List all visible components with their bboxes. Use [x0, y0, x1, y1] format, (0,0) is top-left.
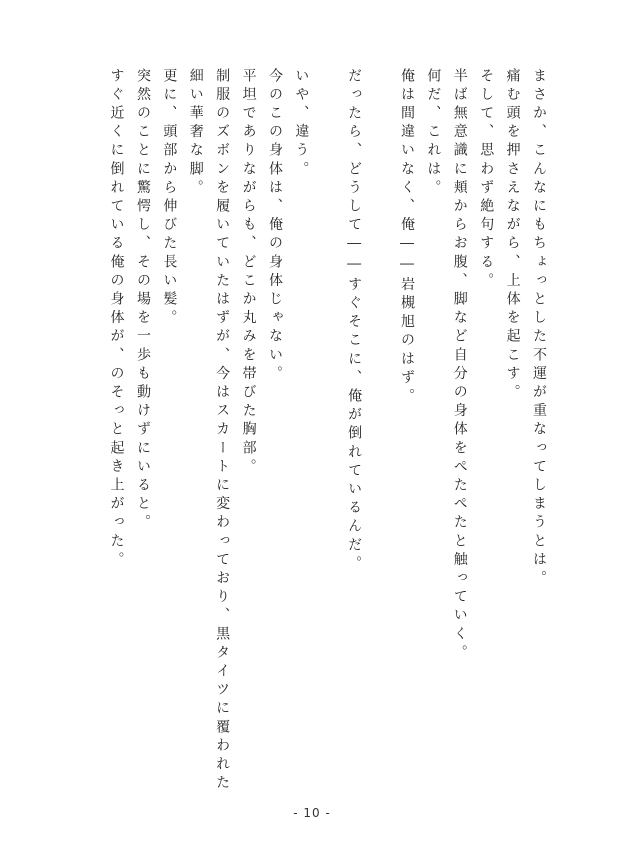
- text-line-3: そして、思わず絶句する。: [478, 68, 495, 292]
- body-text: [103, 68, 552, 798]
- text-line-13: 制服のズボンを履いていたはずが、今はスカートに変わっており、黒タイツに覆われた: [214, 68, 231, 794]
- text-line-16: 突然のことに驚愕し、その場を一歩も動けずにいると。: [134, 68, 151, 533]
- text-line-17: すぐ近くに倒れている俺の身体が、のそっと起き上がった。: [108, 68, 125, 571]
- text-line-11: 今のこの身体は、俺の身体じゃない。: [266, 68, 283, 385]
- text-line-10: いや、違う。: [293, 68, 310, 180]
- text-line-12: 平坦でありながらも、どこか丸みを帯びた胸部。: [240, 68, 257, 478]
- text-line-1: まさか、こんなにもちょっとした不運が重なってしまうとは。: [531, 68, 547, 589]
- text-line-2: 痛む頭を押さえながら、上体を起こす。: [504, 68, 521, 403]
- paragraph-break: [314, 68, 340, 798]
- text-line-14: 細い華奢な脚。: [187, 68, 204, 199]
- text-line-15: 更に、頭部から伸びた長い髪。: [161, 68, 178, 329]
- paragraph-break: [367, 68, 393, 798]
- text-line-8: だったら、どうして――すぐそこに、俺が倒れているんだ。: [346, 68, 363, 575]
- page-number: - 10 -: [293, 806, 331, 820]
- text-line-4: 半ば無意識に頬からお腹、脚など自分の身体をぺたぺたと触っていく。: [451, 68, 468, 664]
- text-line-5: 何だ、これは。: [425, 68, 442, 199]
- text-line-6: 俺は間違いなく、俺――岩槻旭のはず。: [398, 68, 415, 407]
